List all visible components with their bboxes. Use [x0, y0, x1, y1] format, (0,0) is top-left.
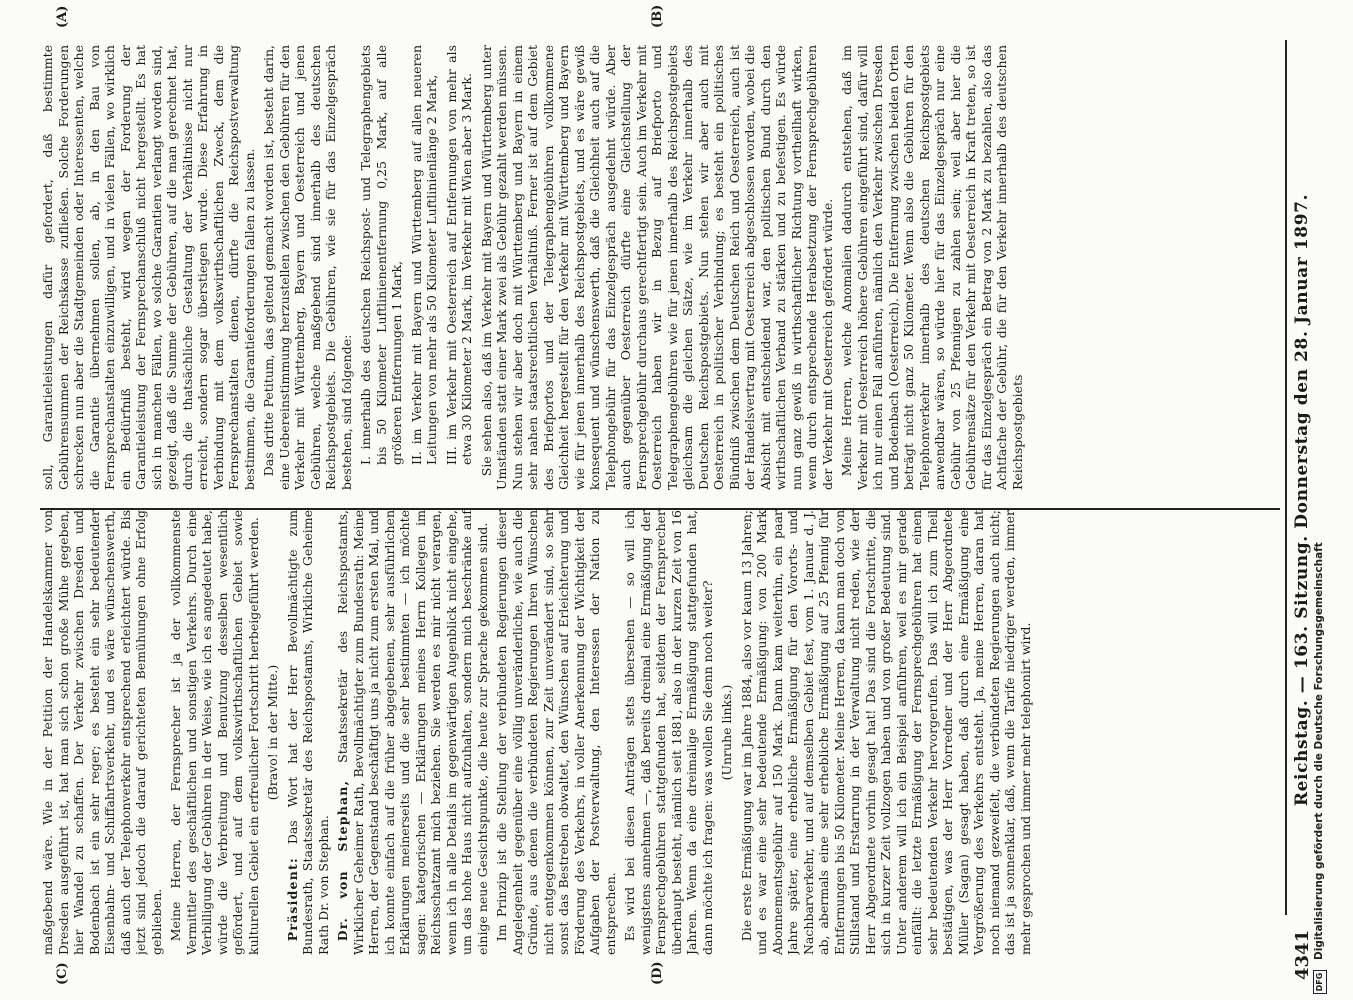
- stage-direction: (Unruhe links.): [719, 684, 734, 781]
- margin-marker-c: (C): [55, 962, 70, 985]
- paragraph: Das dritte Petitum, das geltend gemacht worden ist, besteht darin, eine Uebereinstimmung herzustellen zwischen den Gebühren für den Verkehr mit Württemberg, Bayern und Oesterreich und jenen Gebühren, welche maßgebend sind innerhalb des deutschen Reichspostgebiets. Die Gebühren, wie sie für das Einzelgespräch bestehen, sind folgende:: [261, 45, 354, 490]
- paragraph: Im Prinzip ist die Stellung der verbündeten Regierungen dieser Angelegenheit gegenüber eine völlig unveränderliche, wie auch die Gründe, aus denen die verbündeten Regierungen Ihren Wünschen nicht entgegenkommen können, zur Zeit unverändert sind, so sehr sonst das Bestreben obwaltet, den Wünschen auf Erleichterung und Förderung des Verkehrs, in voller Anerkennung der Wichtigkeit der Aufgaben der Postverwaltung, den Interessen der Nation zu entsprechen.: [494, 510, 618, 955]
- list-item: I. innerhalb des deutschen Reichspost- und Telegraphengebiets bis 50 Kilometer Luftlinienentfernung 0,25 Mark, auf alle größeren Entfernungen 1 Mark,: [358, 45, 404, 465]
- speaker-label: Dr. von Stephan,: [335, 779, 350, 942]
- speaker-label: Präsident:: [284, 857, 300, 942]
- credit-text: Digitalisierung gefördert durch die Deutsche Forschungsgemeinschaft: [1313, 542, 1325, 960]
- paragraph: Die erste Ermäßigung war im Jahre 1884, also vor kaum 13 Jahren; und es war eine sehr bedeutende Ermäßigung: von 200 Mark Abonnementsgebühr auf 150 Mark. Dann kam weiterhin, ein paar Jahre später, eine erhebliche Ermäßigung für den Vororts- und Nachbarverkehr, und auf demselben Gebiet fest, vom 1. Januar d. J. ab, abermals eine sehr erhebliche Ermäßigung auf 25 Pfennig für Entfernungen bis 50 Kilometer. Meine Herren, da kann man doch von Stillstand und Erstarrung in der Verwaltung nicht reden, wie der Herr Abgeordnete vorhin gesagt hat! Das sind die Fortschritte, die sich in kurzer Zeit vollzogen haben und von großer Bedeutung sind. Unter anderem will ich ein Beispiel anführen, weil es mir gerade einfällt: die letzte Ermäßigung der Fernsprechgebühren hat einen sehr bedeutenden Verkehr hervorgerufen. Das will ich zum Theil bestätigen, was der Herr Vorredner und der Herr Abgeordnete Müller (Sagan) gesagt haben, daß durch eine Ermäßigung eine Vergrößerung des Verkehrs entsteht. Ja, meine Herren, daran hat noch niemand gezweifelt, die verbündeten Regierungen auch nicht; das ist ja sonnenklar, daß, wenn die Tarife niedriger werden, immer mehr gesprochen und immer mehr telephonirt wird.: [738, 510, 1033, 955]
- paragraph: soll, Garantieleistungen dafür gefordert, daß bestimmte Gebührensummen der Reichskasse zufließen. Solche Forderungen schrecken nun aber die Stadtgemeinden oder Interessenten, welche die Garantie übernehmen sollen, ab, in den Bau von Fernsprechanstalten einzuwilligen, und in vielen Fällen, wo wirklich ein Bedürfniß besteht, wird wegen der Forderung der Garantieleistung der Fernsprechanschluß nicht hergestellt. Es hat sich in manchen Fällen, wo solche Garantien verlangt worden sind, gezeigt, daß die Summe der Gebühren, auf die man gerechnet hat, durch die thatsächliche Gestaltung der Verhältnisse nicht nur erreicht, sondern sogar überstiegen wurde. Diese Erfahrung in Verbindung mit dem volkswirthschaftlichen Zweck, dem die Fernsprechanstalten dienen, dürfte die Reichspostverwaltung bestimmen, die Garantieforderungen fallen zu lassen.: [40, 45, 257, 490]
- margin-marker-d: (D): [650, 961, 665, 985]
- running-title: Reichstag. — 163. Sitzung. Donnerstag den 28. Januar 1897.: [1292, 193, 1312, 807]
- paragraph: Meine Herren, der Fernsprecher ist ja der vollkommenste Vermittler des geschäftlichen und sonstigen Verkehrs. Durch eine Verbilligung der Gebühren in der Weise, wie ich es angedeutet habe, würde die Verbreitung und Benutzung desselben wesentlich gefördert, und auf dem volkswirthschaftlichen Gebiet sowie kulturellen Gebiet ein erfreulicher Fortschritt herbeigeführt werden.: [168, 510, 261, 955]
- margin-marker-a: (A): [55, 5, 70, 28]
- digitization-credit: [1309, 0, 1349, 1000]
- speech-text: Das Wort hat der Herr Bevollmächtigte zum Bundesrath, Staatssekretär des Reichspostamts, Wirkliche Geheime Rath Dr. von Stephan.: [284, 510, 331, 955]
- list-item: III. im Verkehr mit Oesterreich auf Entfernungen von mehr als etwa 30 Kilometer 2 Mark, im Verkehr mit Wien aber 3 Mark.: [443, 45, 474, 465]
- speech-president: [285, 510, 332, 955]
- speech-text: Staatssekretär des Reichspostamts, Wirklicher Geheimer Rath, Bevollmächtigter zum Bundesrath: Meine Herren, der Gegenstand beschäftigt uns ja nicht zum ersten Mal, und ich konnte einfach auf die früher abgegebenen, sehr ausführlichen Erklärungen meinerseits und die sehr bestimmten — ich möchte sagen: kategorischen — Erklärungen meines Herrn Kollegen im Reichsschatzamt mich beziehen. Sie werden es mir nicht verargen, wenn ich in alle Details im gegenwärtigen Augenblick nicht eingehe, um das hohe Haus nicht aufzuhalten, sondern mich beschränke auf einige neue Gesichtspunkte, die heute zur Sprache gekommen sind.: [335, 510, 490, 955]
- dfg-logo: DFG: [1313, 970, 1327, 994]
- stage-direction: (Bravo! in der Mitte.): [265, 664, 280, 801]
- speech-stephan: [335, 510, 490, 955]
- margin-marker-b: (B): [650, 4, 665, 28]
- header-rule: [1285, 40, 1287, 915]
- paragraph: Meine Herren, welche Anomalien dadurch entstehen, daß im Verkehr mit Oesterreich höhere Gebühren eingeführt sind, dafür will ich nur einen Fall anführen, nämlich den Verkehr zwischen Dresden und Bodenbach (Oesterreich). Die Entfernung zwischen beiden Orten beträgt nicht ganz 50 Kilometer. Wenn also die Gebühren für den Telephonverkehr innerhalb des deutschen Reichspostgebiets anwendbar wären, so würde hier für das Einzelgespräch nur eine Gebühr von 25 Pfennigen zu zahlen sein; weil aber hier die Gebührensätze für den Verkehr mit Oesterreich in Kraft treten, so ist für das Einzelgespräch ein Betrag von 2 Mark zu bezahlen, also das Achtfache der Gebühr, die für den Verkehr innerhalb des deutschen Reichspostgebiets: [839, 45, 1025, 490]
- left-column: [40, 45, 1275, 490]
- page-number: 4341: [1292, 929, 1313, 980]
- list-item: II. im Verkehr mit Bayern und Württemberg auf allen neueren Leitungen von mehr als 50 Kilometer Luftlinienlänge 2 Mark,: [408, 45, 439, 465]
- paragraph: Es wird bei diesen Anträgen stets übersehen — so will ich wenigstens annehmen —, daß bereits dreimal eine Ermäßigung der Fernsprechgebühren stattgefunden hat, seitdem der Fernsprecher überhaupt besteht, nämlich seit 1881, also in der kurzen Zeit von 16 Jahren. Wenn da eine dreimalige Ermäßigung stattgefunden hat, dann möchte ich fragen: was wollen Sie denn noch weiter?: [622, 510, 715, 955]
- paragraph: maßgebend wäre. Wie in der Petition der Handelskammer von Dresden ausgeführt ist, hat man sich schon große Mühe gegeben, hier Wandel zu schaffen. Der Verkehr zwischen Dresden und Bodenbach ist ein sehr reger; es besteht ein sehr bedeutender Eisenbahn- und Schiffahrtsverkehr, und es wäre wünschenswerth, daß auch der Telephonverkehr entsprechend erleichtert würde. Bis jetzt sind jedoch die darauf gerichteten Bemühungen ohne Erfolg geblieben.: [40, 510, 164, 955]
- paragraph: Sie sehen also, daß im Verkehr mit Bayern und Württemberg unter Umständen statt einer Mark zwei als Gebühr gezahlt werden müssen. Nun stehen wir aber doch mit Württemberg und Bayern in einem sehr nahen staatsrechtlichen Verhältniß. Ferner ist auf dem Gebiet des Briefportos und der Telegraphengebühren vollkommene Gleichheit hergestellt für den Verkehr mit Württemberg und Bayern wie für jenen innerhalb des Reichspostgebiets, und es wäre gewiß konsequent und wünschenswerth, daß die Gleichheit auch auf die Telephongebühr für das Einzelgespräch ausgedehnt würde. Aber auch gegenüber Oesterreich dürfte eine Gleichstellung der Fernsprechgebühr durchaus gerechtfertigt sein. Auch im Verkehr mit Oesterreich haben wir in Bezug auf Briefporto und Telegraphengebühren wie für jenen innerhalb des Reichspostgebiets gleichsam die gleichen Sätze, wie im Verkehr innerhalb des Deutschen Reichspostgebiets. Nun stehen wir aber auch mit Oesterreich in politischer Verbindung; es besteht ein politisches Bündniß zwischen dem Deutschen Reich und Oesterreich, auch ist der Handelsvertrag mit Oesterreich abgeschlossen worden, wobei die Absicht mit entscheidend war, den politischen Bund durch den wirthschaftlichen Verband zu stärken und zu befestigen. Es würde nun ganz gewiß in wirthschaftlicher Richtung vortheilhaft wirken, wenn durch entsprechende Herabsetzung der Fernsprechgebühren der Verkehr mit Oesterreich gefördert würde.: [478, 45, 835, 490]
- right-column: [40, 510, 1275, 955]
